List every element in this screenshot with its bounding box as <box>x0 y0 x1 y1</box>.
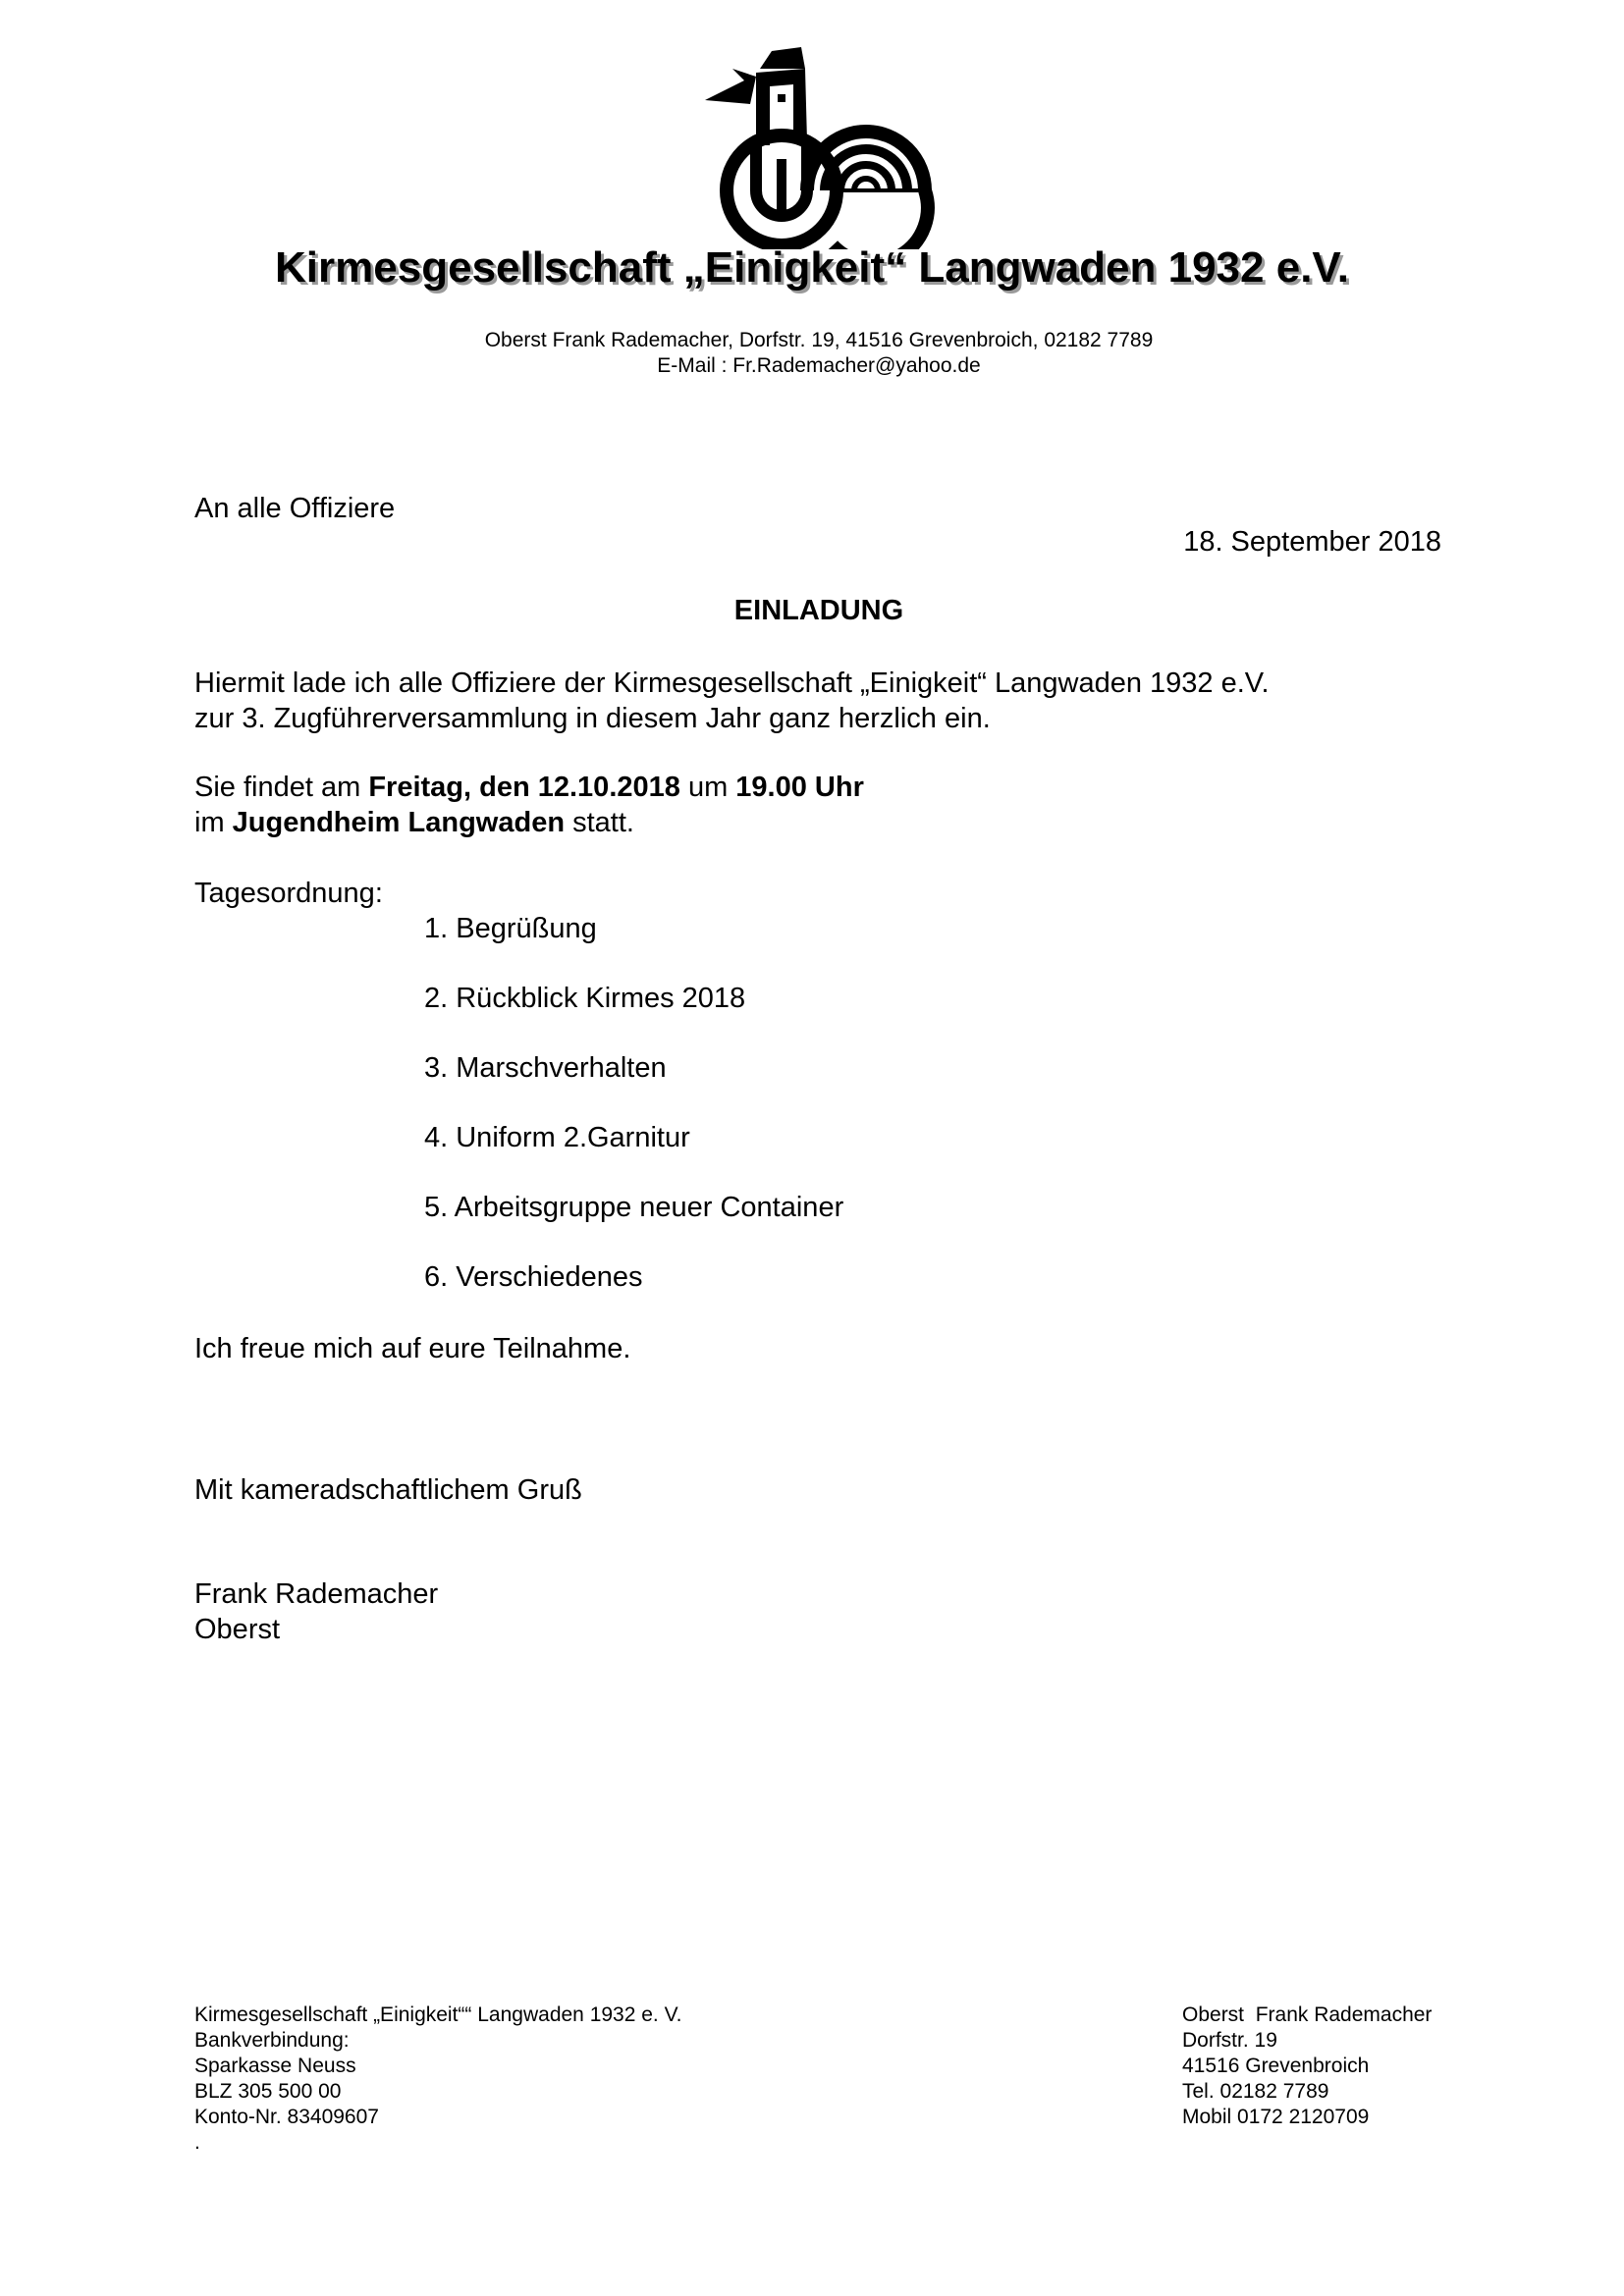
closing-line: Ich freue mich auf eure Teilnahme. <box>194 1333 631 1364</box>
recipient-line: An alle Offiziere <box>194 493 396 524</box>
footer-contact-details <box>1182 2002 1432 2130</box>
agenda-item: 5. Arbeitsgruppe neuer Container <box>424 1192 844 1223</box>
footer-left-line: Konto-Nr. 83409607 <box>194 2106 379 2128</box>
letter-heading: EINLADUNG <box>733 595 904 626</box>
letter-date: 18. September 2018 <box>1183 526 1441 558</box>
footer-left-line: Sparkasse Neuss <box>194 2055 356 2077</box>
intro-paragraph <box>194 666 1471 736</box>
footer-right-line: Mobil 0172 2120709 <box>1182 2106 1370 2128</box>
agenda-list <box>424 911 843 1329</box>
agenda-item: 6. Verschiedenes <box>424 1261 643 1293</box>
meeting-time: 19.00 Uhr <box>735 772 864 803</box>
agenda-item: 2. Rückblick Kirmes 2018 <box>424 983 746 1014</box>
footer-bank-details <box>194 2002 682 2156</box>
footer-right-line: 41516 Grevenbroich <box>1182 2055 1370 2077</box>
footer-left-line: Bankverbindung: <box>194 2029 350 2052</box>
agenda-label: Tagesordnung: <box>194 878 383 909</box>
footer-left-line: Kirmesgesellschaft „Einigkeit““ Langwaden 1932 e. V. <box>194 2003 682 2026</box>
contact-address: Oberst Frank Rademacher, Dorfstr. 19, 41516 Grevenbroich, 02182 7789 <box>484 329 1154 351</box>
meeting-line-2: im Jugendheim Langwaden statt. <box>194 807 634 838</box>
meeting-location: Jugendheim Langwaden <box>232 807 566 838</box>
agenda-item: 3. Marschverhalten <box>424 1052 667 1084</box>
meeting-line-1: Sie findet am Freitag, den 12.10.2018 um 19.00 Uhr <box>194 772 864 803</box>
footer-right-line: Tel. 02182 7789 <box>1182 2080 1329 2103</box>
intro-line-2: zur 3. Zugführerversammlung in diesem Jahr ganz herzlich ein. <box>194 703 991 734</box>
footer-right-line: Dorfstr. 19 <box>1182 2029 1277 2052</box>
footer-left-line: . <box>194 2131 200 2154</box>
rooster-logo-icon <box>699 43 945 249</box>
agenda-item: 4. Uniform 2.Garnitur <box>424 1122 690 1153</box>
footer-left-line: BLZ 305 500 00 <box>194 2080 342 2103</box>
contact-email: E-Mail : Fr.Rademacher@yahoo.de <box>657 354 981 377</box>
meeting-day: Freitag, den 12.10.2018 <box>368 772 680 803</box>
footer-right-line: Oberst Frank Rademacher <box>1182 2003 1433 2026</box>
signer-role: Oberst <box>194 1614 281 1645</box>
meeting-paragraph <box>194 770 1471 840</box>
signer-name: Frank Rademacher <box>194 1578 439 1610</box>
greeting-line: Mit kameradschaftlichem Gruß <box>194 1474 582 1506</box>
intro-line-1: Hiermit lade ich alle Offiziere der Kirmesgesellschaft „Einigkeit“ Langwaden 1932 e.V. <box>194 667 1270 699</box>
agenda-item: 1. Begrüßung <box>424 913 597 944</box>
organization-title: Kirmesgesellschaft „Einigkeit“ Langwaden 1932 e.V. <box>275 243 1349 292</box>
